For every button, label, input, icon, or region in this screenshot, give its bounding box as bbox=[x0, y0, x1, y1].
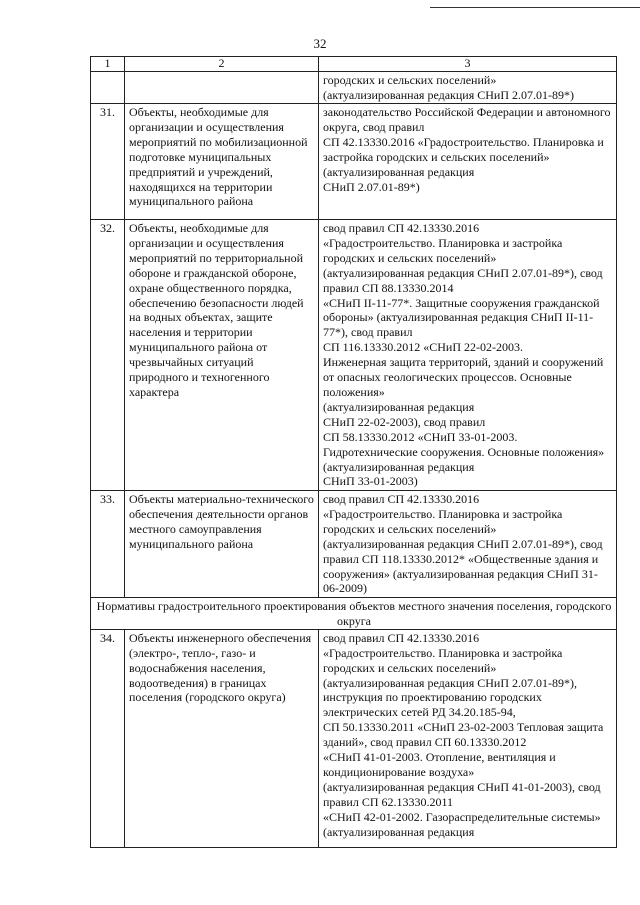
header-row bbox=[91, 57, 617, 72]
row-num: 33. bbox=[91, 491, 125, 598]
row-num: 32. bbox=[91, 220, 125, 491]
page-number: 32 bbox=[313, 36, 327, 51]
table-row bbox=[91, 629, 617, 847]
row-norms: свод правил СП 42.13330.2016 «Градостроительство. Планировка и застройка городских и сельских поселений» (актуализированная редакция СНиП 2.07.01-89*), свод правил СП 118.13330.2012* «Общественные здания и сооружения» (актуализированная редакция СНиП 31-06-2009) bbox=[319, 491, 617, 598]
row-norms: свод правил СП 42.13330.2016 «Градостроительство. Планировка и застройка городских и сельских поселений» (актуализированная редакция СНиП 2.07.01-89*), инструкция по проектированию городских электрических сетей РД 34.20.185-94, СП 50.13330.2011 «СНиП 23-02-2003 Тепловая защита зданий», свод правил СП 60.13330.2012 «СНиП 41-01-2003. Отопление, вентиляция и кондиционирование воздуха» (актуализированная редакция СНиП 41-01-2003), свод правил СП 62.13330.2011 «СНиП 42-01-2002. Газораспределительные системы» (актуализированная редакция bbox=[319, 629, 617, 847]
table-row bbox=[91, 220, 617, 491]
row-object bbox=[125, 72, 319, 104]
row-norms: городских и сельских поселений» (актуализированная редакция СНиП 2.07.01-89*) bbox=[319, 72, 617, 104]
row-object: Объекты, необходимые для организации и осуществления мероприятий по территориальной обороне и гражданской обороне, охране общественного порядка, обеспечению безопасности людей на водных объектах, защите населения и территории муниципального района от чрезвычайных ситуаций природного и техногенного характера bbox=[125, 220, 319, 491]
top-rule bbox=[430, 7, 640, 8]
row-num: 31. bbox=[91, 104, 125, 220]
header-col-3: 3 bbox=[319, 57, 617, 72]
row-object: Объекты инженерного обеспечения (электро-, тепло-, газо- и водоснабжения населения, водоотведения) в границах поселения (городского округа) bbox=[125, 629, 319, 847]
row-norms: свод правил СП 42.13330.2016 «Градостроительство. Планировка и застройка городских и сельских поселений» (актуализированная редакция СНиП 2.07.01-89*), свод правил СП 88.13330.2014 «СНиП II-11-77*. Защитные сооружения гражданской обороны» (актуализированная редакция СНиП II-11-77*), свод правил СП 116.13330.2012 «СНиП 22-02-2003. Инженерная защита территорий, зданий и сооружений от опасных геологических процессов. Основные положения» (актуализированная редакция СНиП 22-02-2003), свод правил СП 58.13330.2012 «СНиП 33-01-2003. Гидротехнические сооружения. Основные положения» (актуализированная редакция СНиП 33-01-2003) bbox=[319, 220, 617, 491]
norms-table bbox=[90, 56, 617, 848]
row-num: 34. bbox=[91, 629, 125, 847]
row-object: Объекты материально-технического обеспечения деятельности органов местного самоуправления муниципального района bbox=[125, 491, 319, 598]
section-row bbox=[91, 598, 617, 630]
table-row bbox=[91, 491, 617, 598]
table-row bbox=[91, 104, 617, 220]
row-norms: законодательство Российской Федерации и автономного округа, свод правил СП 42.13330.2016 «Градостроительство. Планировка и застройка городских и сельских поселений» (актуализированная редакция СНиП 2.07.01-89*) bbox=[319, 104, 617, 220]
header-col-1: 1 bbox=[91, 57, 125, 72]
continuation-row bbox=[91, 72, 617, 104]
section-heading: Нормативы градостроительного проектирования объектов местного значения поселения, городского округа bbox=[91, 598, 617, 630]
header-col-2: 2 bbox=[125, 57, 319, 72]
row-object: Объекты, необходимые для организации и осуществления мероприятий по мобилизационной подготовке муниципальных предприятий и учреждений, находящихся на территории муниципального района bbox=[125, 104, 319, 220]
row-num bbox=[91, 72, 125, 104]
